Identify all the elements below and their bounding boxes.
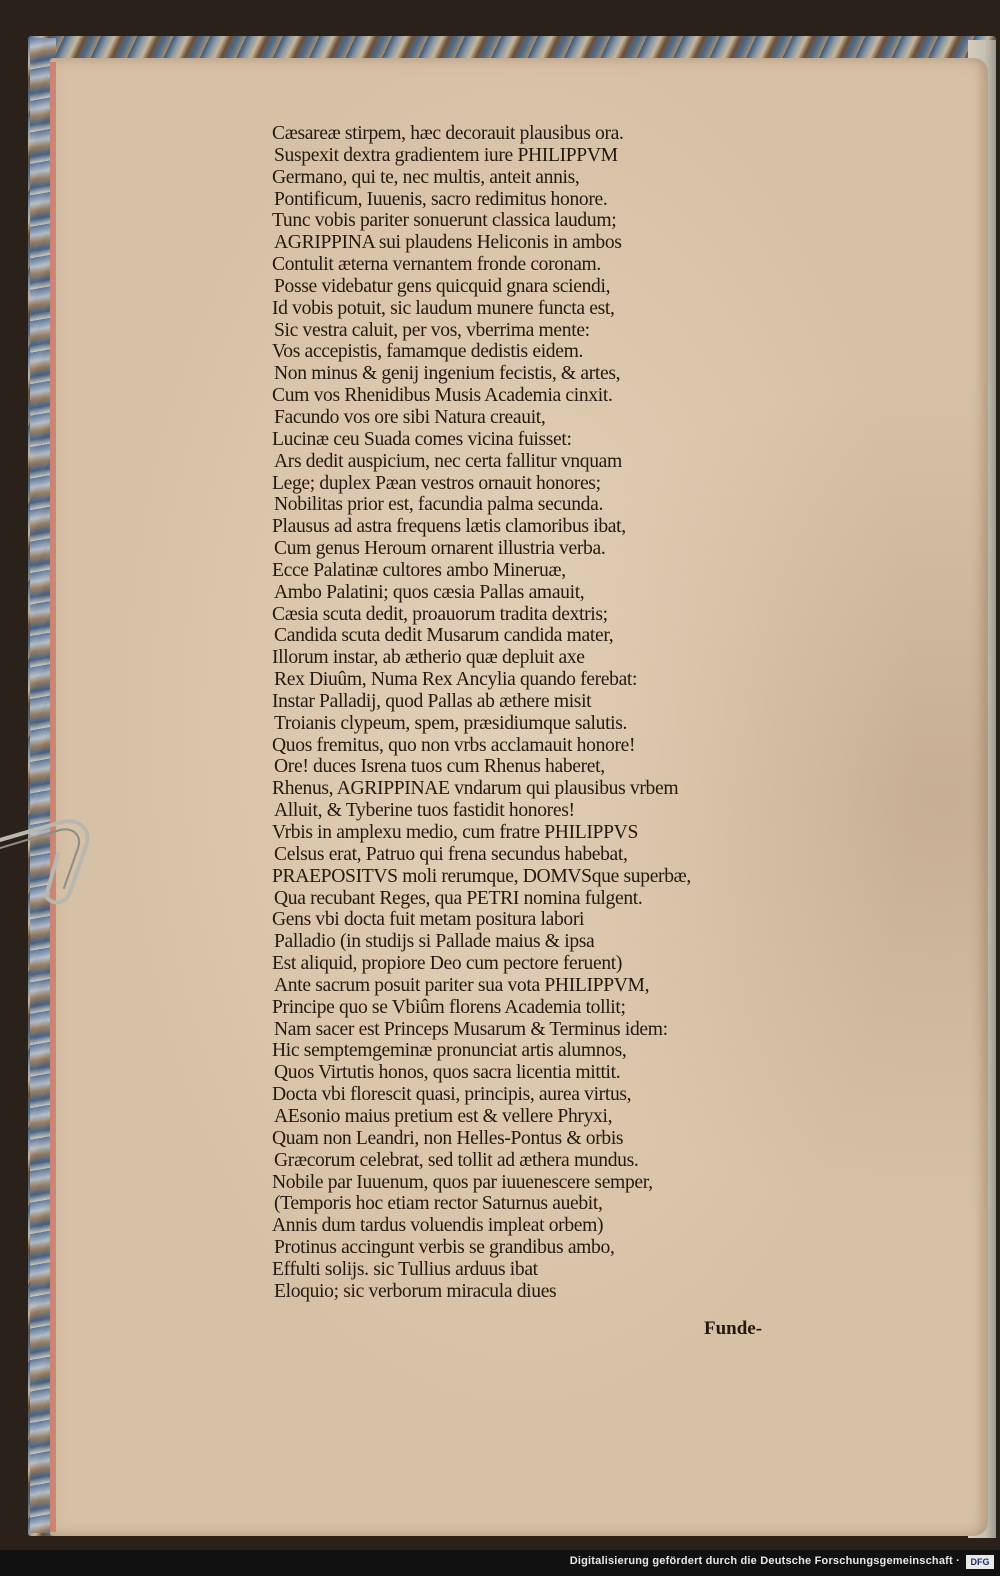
poem-line: Ante sacrum posuit pariter sua vota PHILIPPVM,	[274, 974, 650, 996]
poem-line: Suspexit dextra gradientem iure PHILIPPVM	[274, 144, 618, 166]
poem-line: Posse videbatur gens quicquid gnara sciendi,	[274, 275, 611, 297]
poem-line: Quos Virtutis honos, quos sacra licentia mittit.	[274, 1062, 621, 1084]
poem-line: Pontificum, Iuuenis, sacro redimitus honore.	[274, 188, 608, 210]
poem-line: Plausus ad astra frequens lætis clamoribus ibat,	[272, 516, 626, 538]
poem-line: Principe quo se Vbiûm florens Academia tollit;	[272, 996, 626, 1018]
footer-bar	[0, 1550, 1000, 1576]
poem-line: Eloquio; sic verborum miracula diues	[274, 1280, 557, 1302]
poem-text	[272, 123, 792, 1303]
poem-line: Rex Diuûm, Numa Rex Ancylia quando ferebat:	[274, 669, 638, 691]
poem-line: Effulti solijs. sic Tullius arduus ibat	[272, 1258, 538, 1280]
poem-line: Docta vbi florescit quasi, principis, aurea virtus,	[272, 1084, 632, 1106]
poem-line: Græcorum celebrat, sed tollit ad æthera mundus.	[274, 1149, 639, 1171]
poem-line: Cum vos Rhenidibus Musis Academia cinxit.	[272, 385, 613, 407]
poem-line: AEsonio maius pretium est & vellere Phryxi,	[274, 1105, 613, 1127]
poem-line: Cæsia scuta dedit, proauorum tradita dextris;	[272, 603, 608, 625]
poem-line: Ambo Palatini; quos cæsia Pallas amauit,	[274, 581, 585, 603]
poem-line: Palladio (in studijs si Pallade maius & ipsa	[274, 931, 595, 953]
poem-line: Instar Palladij, quod Pallas ab æthere misit	[272, 690, 592, 712]
poem-line: Ecce Palatinæ cultores ambo Mineruæ,	[272, 559, 566, 581]
poem-line: Qua recubant Reges, qua PETRI nomina fulgent.	[274, 887, 643, 909]
poem-line: Nam sacer est Princeps Musarum & Terminus idem:	[274, 1018, 668, 1040]
catchword: Funde-	[704, 1318, 763, 1339]
poem-line: Alluit, & Tyberine tuos fastidit honores!	[274, 800, 575, 822]
poem-line: Est aliquid, propiore Deo cum pectore feruent)	[272, 953, 623, 975]
poem-line: Cum genus Heroum ornarent illustria verba.	[274, 538, 606, 560]
poem-line: Hic semptemgeminæ pronunciat artis alumnos,	[272, 1040, 627, 1062]
poem-line: Sic vestra caluit, per vos, vberrima mente:	[274, 319, 590, 341]
poem-line: Celsus erat, Patruo qui frena secundus habebat,	[274, 843, 628, 865]
poem-line: Candida scuta dedit Musarum candida mater,	[274, 625, 614, 647]
poem-line: PRAEPOSITVS moli rerumque, DOMVSque superbæ,	[272, 865, 691, 887]
poem-line: Gens vbi docta fuit metam positura labori	[272, 909, 585, 931]
poem-line: Non minus & genij ingenium fecistis, & artes,	[274, 363, 621, 385]
poem-line: Protinus accingunt verbis se grandibus ambo,	[274, 1237, 615, 1259]
poem-line: Lege; duplex Pæan vestros ornauit honores;	[272, 472, 601, 494]
dfg-logo: DFG	[966, 1555, 994, 1569]
poem-line: Contulit æterna vernantem fronde coronam.	[272, 254, 601, 276]
poem-line: Vrbis in amplexu medio, cum fratre PHILIPPVS	[272, 822, 638, 843]
poem-line: Id vobis potuit, sic laudum munere functa est,	[272, 297, 615, 319]
poem-line: Quos fremitus, quo non vrbs acclamauit honore!	[272, 734, 636, 756]
poem-line: AGRIPPINA sui plaudens Heliconis in ambos	[274, 232, 622, 254]
poem-line: Annis dum tardus voluendis impleat orbem)	[272, 1215, 604, 1237]
poem-line: (Temporis hoc etiam rector Saturnus auebit,	[274, 1193, 603, 1215]
poem-line: Illorum instar, ab ætherio quæ depluit axe	[272, 647, 585, 669]
poem-line: Rhenus, AGRIPPINAE vndarum qui plausibus vrbem	[272, 778, 679, 800]
poem-line: Tunc vobis pariter sonuerunt classica laudum;	[272, 210, 617, 232]
poem-line: Troianis clypeum, spem, præsidiumque salutis.	[274, 712, 628, 734]
poem-line: Facundo vos ore sibi Natura creauit,	[274, 406, 546, 428]
footer-credit: Digitalisierung gefördert durch die Deutsche Forschungsgemeinschaft ·	[569, 1555, 960, 1567]
poem-line: Lucinæ ceu Suada comes vicina fuisset:	[272, 428, 572, 450]
poem-line: Quam non Leandri, non Helles-Pontus & orbis	[272, 1127, 624, 1149]
poem-line: Nobile par Iuuenum, quos par iuuenescere semper,	[272, 1171, 653, 1193]
poem-line: Ore! duces Isrena tuos cum Rhenus haberet,	[274, 756, 605, 778]
poem-line: Vos accepistis, famamque dedistis eidem.	[272, 341, 584, 363]
paper-clip-icon	[0, 800, 110, 920]
poem-line: Cæsareæ stirpem, hæc decorauit plausibus ora.	[272, 123, 624, 144]
poem-line: Ars dedit auspicium, nec certa fallitur vnquam	[274, 450, 622, 472]
page-binding-edge	[50, 62, 56, 1532]
poem-line: Nobilitas prior est, facundia palma secunda.	[274, 494, 604, 516]
poem-line: Germano, qui te, nec multis, anteit annis,	[272, 166, 580, 188]
